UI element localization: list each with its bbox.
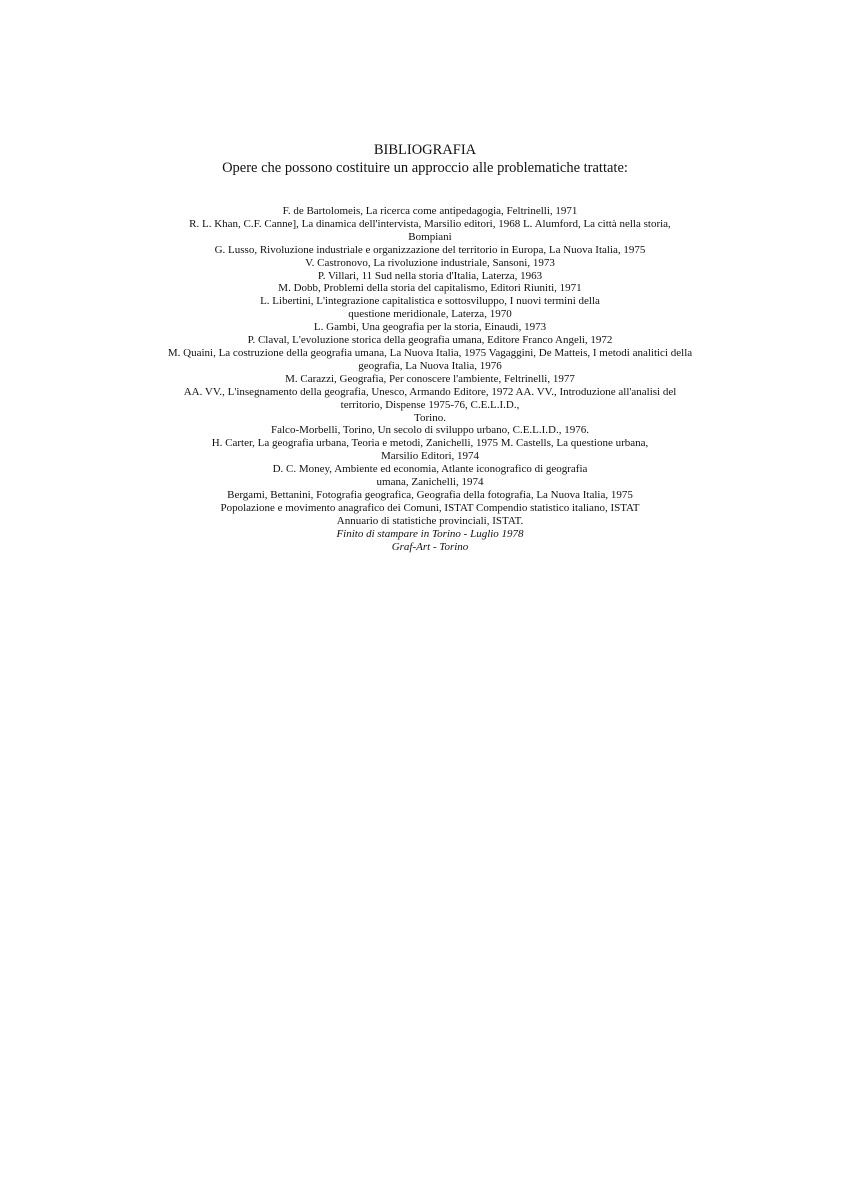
bibliography-entry: territorio, Dispense 1975-76, C.E.L.I.D., xyxy=(340,398,520,411)
bibliography-entry: geografia, La Nuova Italia, 1976 xyxy=(358,359,502,372)
bibliography-entry: questione meridionale, Laterza, 1970 xyxy=(348,308,512,321)
bibliography-entry: Marsilio Editori, 1974 xyxy=(380,450,480,463)
bibliography-entry: R. L. Khan, C.F. Canne], La dinamica dell'intervista, Marsilio editori, 1968 L. Alumford, La città nella storia, xyxy=(189,217,671,230)
colophon-printer: Graf-Art - Torino xyxy=(391,540,469,553)
bibliography-entry: G. Lusso, Rivoluzione industriale e organizzazione del territorio in Europa, La Nuova Italia, 1975 xyxy=(214,243,646,256)
page-subtitle: Opere che possono costituire un approccio alle problematiche trattate: xyxy=(222,160,628,176)
bibliography-entry: L. Libertini, L'integrazione capitalistica e sottosviluppo, I nuovi termini della xyxy=(260,295,600,308)
colophon-print-note: Finito di stampare in Torino - Luglio 1978 xyxy=(336,527,524,540)
bibliography-entry: Torino. xyxy=(414,411,446,424)
bibliography-list xyxy=(110,205,750,553)
bibliography-entry: Annuario di statistiche provinciali, ISTAT. xyxy=(336,514,524,527)
bibliography-entry: AA. VV., L'insegnamento della geografia, Unesco, Armando Editore, 1972 AA. VV., Introduzione all'analisi del xyxy=(183,385,677,398)
bibliography-entry: H. Carter, La geografia urbana, Teoria e metodi, Zanichelli, 1975 M. Castells, La questione urbana, xyxy=(211,437,649,450)
bibliography-entry: M. Carazzi, Geografia, Per conoscere l'ambiente, Feltrinelli, 1977 xyxy=(285,372,575,385)
bibliography-entry: D. C. Money, Ambiente ed economia, Atlante iconografico di geografia xyxy=(272,463,588,476)
bibliography-entry: L. Gambi, Una geografia per la storia, Einaudi, 1973 xyxy=(313,321,547,334)
bibliography-entry: P. Claval, L'evoluzione storica della geografia umana, Editore Franco Angeli, 1972 xyxy=(247,334,613,347)
bibliography-entry: M. Quaini, La costruzione della geografia umana, La Nuova Italia, 1975 Vagaggini, De Matteis, I metodi analitici della xyxy=(167,346,693,359)
bibliography-entry: Bergami, Bettanini, Fotografia geografica, Geografia della fotografia, La Nuova Italia, 1975 xyxy=(227,488,633,501)
page-title: BIBLIOGRAFIA xyxy=(373,142,477,158)
bibliography-entry: M. Dobb, Problemi della storia del capitalismo, Editori Riuniti, 1971 xyxy=(278,282,582,295)
bibliography-entry: Popolazione e movimento anagrafico dei Comuni, ISTAT Compendio statistico italiano, ISTAT xyxy=(220,501,640,514)
bibliography-entry: V. Castronovo, La rivoluzione industriale, Sansoni, 1973 xyxy=(305,256,555,269)
bibliography-entry: Bompiani xyxy=(408,230,452,243)
bibliography-entry: Falco-Morbelli, Torino, Un secolo di sviluppo urbano, C.E.L.I.D., 1976. xyxy=(271,424,589,437)
bibliography-entry: umana, Zanichelli, 1974 xyxy=(376,476,484,489)
bibliography-entry: F. de Bartolomeis, La ricerca come antipedagogia, Feltrinelli, 1971 xyxy=(282,205,578,217)
bibliography-entry: P. Villari, 11 Sud nella storia d'Italia, Laterza, 1963 xyxy=(317,269,543,282)
